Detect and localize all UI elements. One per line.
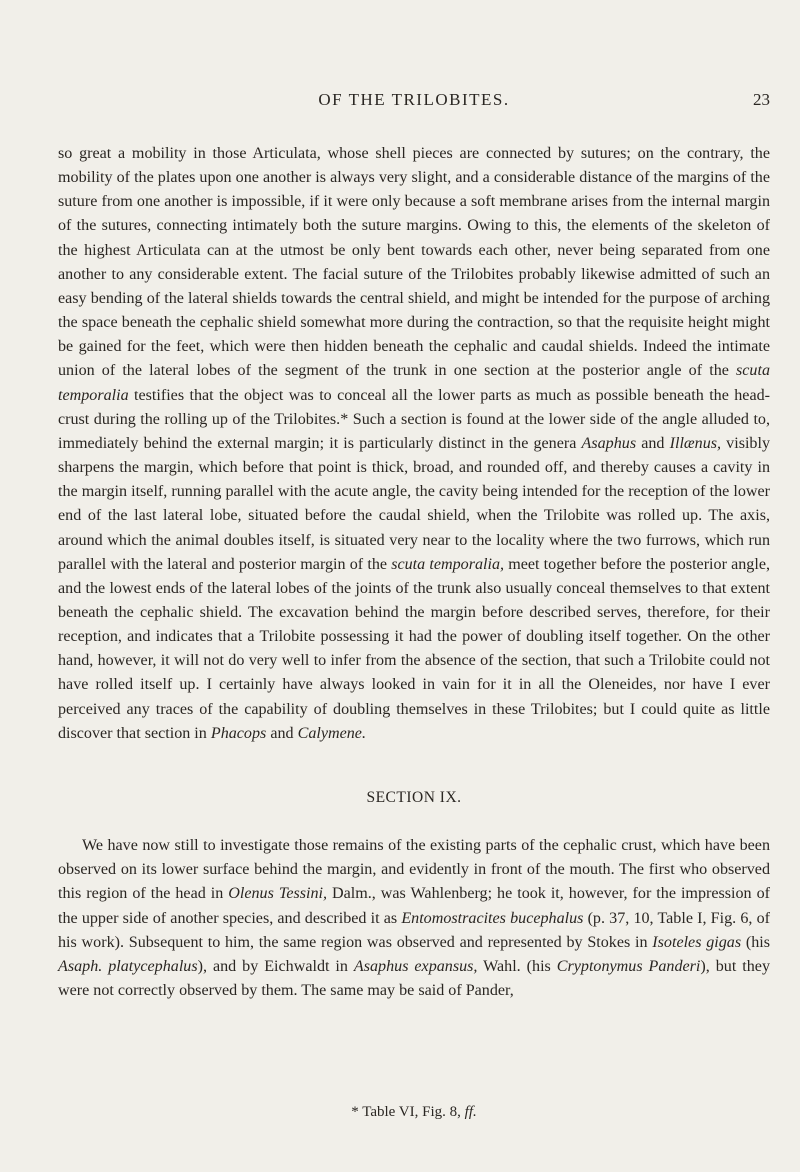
running-header: [58, 90, 770, 114]
paragraph-continued: so great a mobility in those Articulata, whose shell pieces are connected by sutures; on the contrary, the mobility of the plates upon one another is always very slight, and a considerable distance of the margins of the suture from one another is impossible, if it were only because a soft membrane arises from the internal margin of the sutures, connecting intimately both the suture margins. Owing to this, the elements of the skeleton of the highest Articulata can at the utmost be only bent towards each other, never being separated from one another to any considerable extent. The facial suture of the Trilobites probably likewise admitted of such an easy bending of the lateral shields towards the central shield, and might be intended for the purpose of arching the space beneath the cephalic shield somewhat more during the contraction, so that the requisite height might be gained for the feet, which were then hidden beneath the cephalic and caudal shields. Indeed the intimate union of the lateral lobes of the segment of the trunk in one section at the posterior angle of the scuta temporalia testifies that the object was to conceal all the lower parts as much as possible beneath the head-crust during the rolling up of the Trilobites.* Such a section is found at the lower side of the angle alluded to, immediately behind the external margin; it is particularly distinct in the genera Asaphus and Illænus, visibly sharpens the margin, which before that point is thick, broad, and rounded off, and thereby causes a cavity in the margin itself, running parallel with the acute angle, the cavity being intended for the reception of the lower end of the last lateral lobe, situated before the caudal shield, when the Trilobite was rolled up. The axis, around which the animal doubles itself, is situated very near to the locality where the two furrows, which run parallel with the lateral and posterior margin of the scuta temporalia, meet together before the posterior angle, and the lowest ends of the lateral lobes of the joints of the trunk also usually conceal themselves to that extent beneath the cephalic shield. The excavation behind the margin before described serves, therefore, for their reception, and indicates that a Trilobite possessing it had the power of doubling itself together. On the other hand, however, it will not do very well to infer from the absence of the section, that such a Trilobite could not have rolled itself up. I certainly have always looked in vain for it in all the Oleneides, nor have I ever perceived any traces of the capability of doubling themselves in these Trilobites; but I could quite as little discover that section in Phacops and Calymene.: [58, 145, 770, 742]
italic-term: scuta temporalia,: [391, 555, 505, 573]
italic-term: scuta temporalia: [58, 362, 770, 404]
running-title: OF THE TRILOBITES.: [318, 90, 510, 109]
italic-term: Illænus,: [669, 434, 722, 452]
italic-term: Isoteles gigas: [652, 933, 742, 951]
section-paragraph: We have now still to investigate those remains of the existing parts of the cephalic crust, which have been observed on its lower surface behind the margin, and evidently in front of the mouth. The first who observed this region of the head in Olenus Tessini, Dalm., was Wahlenberg; he took it, however, for the impression of the upper side of another species, and described it as Entomostracites bucephalus (p. 37, 10, Table I, Fig. 6, of his work). Subsequent to him, the same region was observed and represented by Stokes in Isoteles gigas (his Asaph. platycephalus), and by Eichwaldt in Asaphus expansus, Wahl. (his Cryptonymus Panderi), but they were not correctly observed by them. The same may be said of Pander,: [58, 837, 770, 999]
footnote: * Table VI, Fig. 8, ff.: [351, 1104, 477, 1120]
body-text: [58, 142, 770, 1003]
italic-term: Entomostracites bucephalus: [401, 909, 584, 927]
page-number: 23: [753, 90, 770, 109]
italic-term: Cryptonymus Panderi: [556, 957, 701, 975]
italic-term: Calymene.: [297, 724, 366, 742]
italic-term: Asaph. platycephalus: [58, 957, 198, 975]
italic-term: Asaphus expansus,: [353, 957, 478, 975]
italic-term: Olenus Tessini,: [228, 885, 328, 903]
italic-term: Asaphus: [581, 434, 637, 452]
section-heading: SECTION IX.: [366, 788, 462, 806]
italic-term: Phacops: [210, 724, 267, 742]
